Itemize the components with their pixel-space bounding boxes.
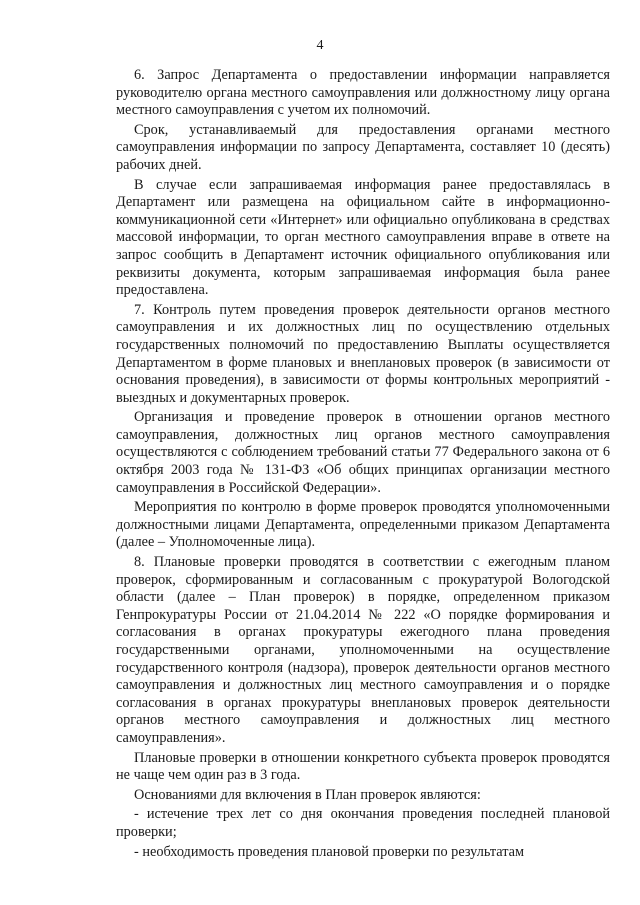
paragraph-previously-provided-info: В случае если запрашиваемая информация ранее предоставлялась в Департамент или размещена на официальном сайте в информационно-коммуникационной сети «Интернет» или официально опубликована в средствах массовой информации, то орган местного самоуправления вправе в ответе на запрос сообщить в Департамент источник официального опубликования или реквизиты документа, которым запрашиваемая информация была ранее предоставлена. [116,176,610,299]
paragraph-scheduled-inspections: 8. Плановые проверки проводятся в соответствии с ежегодным планом проверок, сформированным и согласованным с прокуратурой Вологодской области (далее – План проверок) в порядке, определенном приказом Генпрокуратуры России от 21.04.2014 № 222 «О порядке формирования и согласования в органах прокуратуры ежегодного плана проведения государственными органами, уполномоченными на осуществление государственного контроля (надзора), проверок деятельности органов местного самоуправления и должностных лиц местного самоуправления и о порядке согласования в органах прокуратуры внеплановых проверок деятельности органов местного самоуправления и должностных лиц местного самоуправления». [116,554,610,746]
paragraph-authorized-persons: Мероприятия по контролю в форме проверок проводятся уполномоченными должностными лицами Департамента, определенными приказом Департамента (далее – Уполномоченные лица). [116,499,610,551]
paragraph-request-procedure: 6. Запрос Департамента о предоставлении информации направляется руководителю органа местного самоуправления или должностному лицу органа местного самоуправления с учетом их полномочий. [116,67,610,119]
list-item-three-years-elapsed: - истечение трех лет со дня окончания проведения последней плановой проверки; [116,806,610,840]
paragraph-inspection-frequency: Плановые проверки в отношении конкретного субъекта проверок проводятся не чаще чем один раз в 3 года. [116,749,610,784]
paragraph-response-deadline: Срок, устанавливаемый для предоставления органами местного самоуправления информации по запросу Департамента, составляет 10 (десять) рабочих дней. [116,121,610,173]
page-number: 4 [316,38,324,53]
document-body [116,67,610,861]
paragraph-control-inspections: 7. Контроль путем проведения проверок деятельности органов местного самоуправления и их должностных лиц по осуществлению отдельных государственных полномочий по предоставлению Выплаты осуществляется Департаментом в форме плановых и внеплановых проверок (в зависимости от основания проведения), в зависимости от формы контрольных мероприятий - выездных и документарных проверок. [116,301,610,406]
paragraph-inspection-organization: Организация и проведение проверок в отношении органов местного самоуправления, должностных лиц органов местного самоуправления осуществляются с соблюдением требований статьи 77 Федерального закона от 6 октября 2003 года № 131-ФЗ «Об общих принципах организации местного самоуправления в Российской Федерации». [116,409,610,496]
list-item-necessity-of-inspection: - необходимость проведения плановой проверки по результатам [134,843,525,860]
paragraph-plan-grounds: Основаниями для включения в План проверок являются: [134,786,481,803]
